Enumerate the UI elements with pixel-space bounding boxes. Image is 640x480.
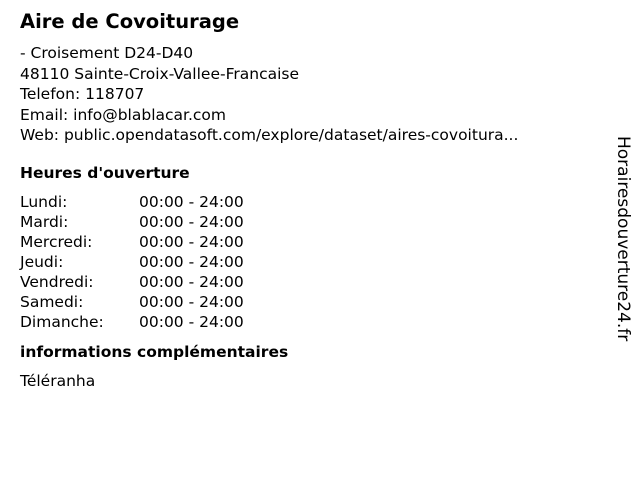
day-label: Lundi:	[20, 192, 68, 211]
day-hours: 00:00 - 24:00	[139, 192, 244, 211]
day-hours: 00:00 - 24:00	[139, 292, 244, 311]
day-label: Mercredi:	[20, 232, 93, 251]
hours-row-tuesday	[20, 212, 244, 232]
day-hours: 00:00 - 24:00	[139, 212, 244, 231]
address-city: 48110 Sainte-Croix-Vallee-Francaise	[20, 64, 300, 83]
address-line: - Croisement D24-D40	[20, 44, 194, 62]
address-block	[20, 43, 600, 146]
hours-row-sunday	[20, 312, 244, 332]
location-card	[20, 10, 600, 391]
day-hours: 00:00 - 24:00	[139, 232, 244, 251]
day-hours: 00:00 - 24:00	[139, 272, 244, 291]
hours-row-thursday	[20, 252, 244, 272]
day-label: Dimanche:	[20, 312, 104, 331]
hours-row-saturday	[20, 292, 244, 312]
hours-heading: Heures d'ouverture	[20, 163, 190, 182]
extra-info-heading: informations complémentaires	[20, 342, 289, 361]
day-label: Samedi:	[20, 292, 84, 311]
phone-text: Telefon: 118707	[20, 85, 145, 103]
hours-row-wednesday	[20, 232, 244, 252]
site-watermark: Horairesdouverture24.fr	[613, 136, 633, 342]
hours-row-monday	[20, 192, 244, 212]
day-label: Jeudi:	[20, 252, 64, 271]
web-text: Web: public.opendatasoft.com/explore/dataset/aires-covoitura...	[20, 126, 519, 144]
email-text: Email: info@blablacar.com	[20, 105, 227, 124]
day-hours: 00:00 - 24:00	[139, 312, 244, 331]
day-hours: 00:00 - 24:00	[139, 252, 244, 271]
hours-table	[20, 192, 244, 332]
hours-row-friday	[20, 272, 244, 292]
extra-info-text: Téléranha	[20, 371, 96, 390]
page-title: Aire de Covoiturage	[20, 10, 240, 33]
day-label: Mardi:	[20, 212, 69, 231]
day-label: Vendredi:	[20, 272, 94, 291]
